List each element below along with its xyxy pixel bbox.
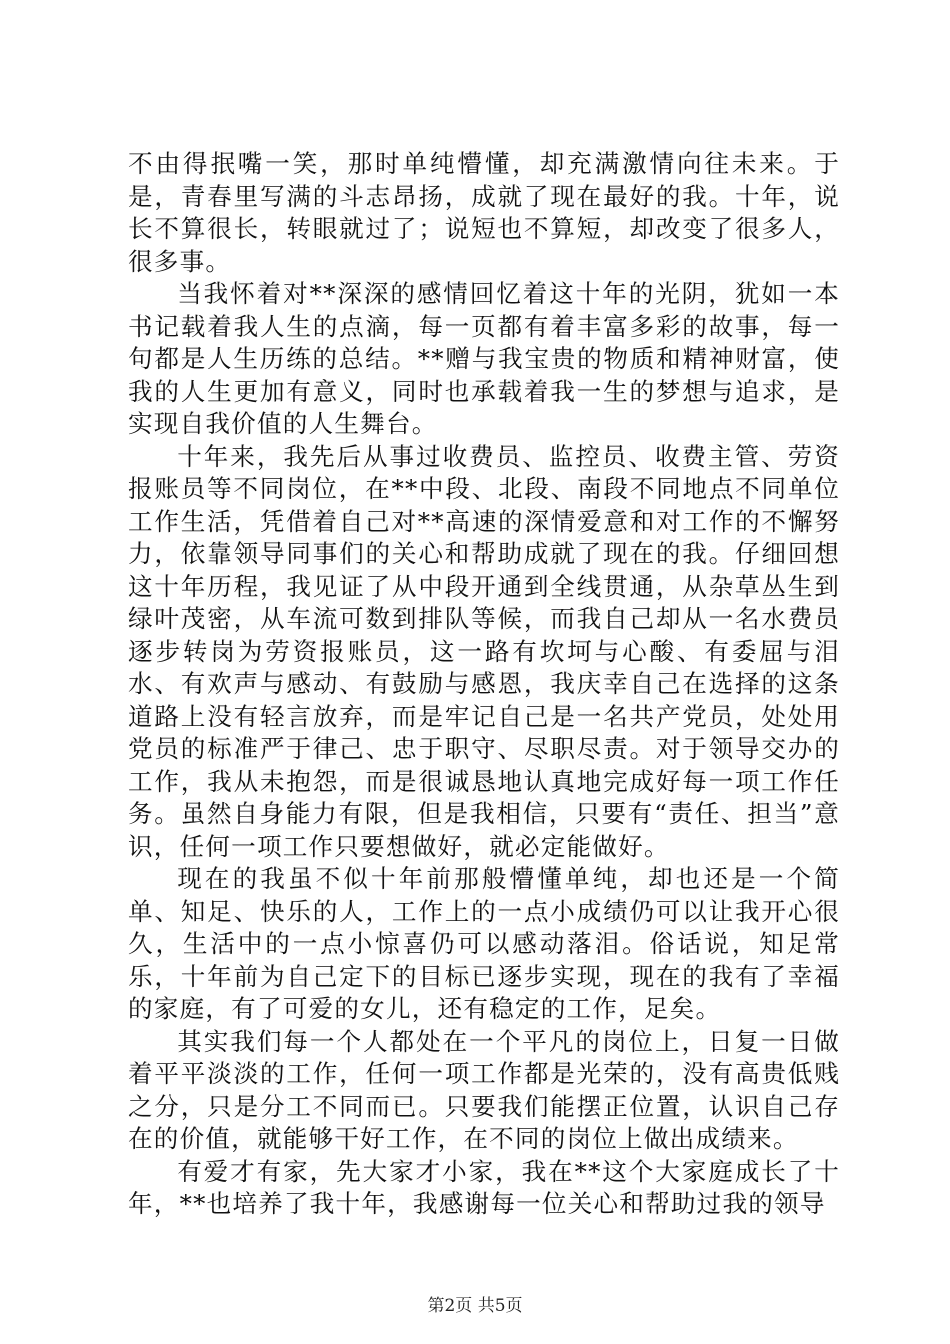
page-number-footer: 第2页 共5页 xyxy=(427,1296,523,1316)
paragraph-4: 现在的我虽不似十年前那般懵懂单纯，却也还是一个简单、知足、快乐的人，工作上的一点小成绩仍可以让我开心很久，生活中的一点小惊喜仍可以感动落泪。俗话说，知足常乐，十年前为自己定下的目标已逐步实现，现在的我有了幸福的家庭，有了可爱的女儿，还有稳定的工作，足矣。 xyxy=(128,864,840,1023)
paragraph-3: 十年来，我先后从事过收费员、监控员、收费主管、劳资报账员等不同岗位，在**中段、北段、南段不同地点不同单位工作生活，凭借着自己对**高速的深情爱意和对工作的不懈努力，依靠领导同事们的关心和帮助成就了现在的我。仔细回想这十年历程，我见证了从中段开通到全线贯通，从杂草丛生到绿叶茂密，从车流可数到排队等候，而我自己却从一名水费员逐步转岗为劳资报账员，这一路有坎坷与心酸、有委屈与泪水、有欢声与感动、有鼓励与感恩，我庆幸自己在选择的这条道路上没有轻言放弃，而是牢记自己是一名共产党员，处处用党员的标准严于律己、忠于职守、尽职尽责。对于领导交办的工作，我从未抱怨，而是很诚恳地认真地完成好每一项工作任务。虽然自身能力有限，但是我相信，只要有“责任、担当”意识，任何一项工作只要想做好，就必定能做好。 xyxy=(128,441,840,861)
paragraph-2: 当我怀着对**深深的感情回忆着这十年的光阴，犹如一本书记载着我人生的点滴，每一页都有着丰富多彩的故事，每一句都是人生历练的总结。**赠与我宝贵的物质和精神财富，使我的人生更加有意义，同时也承载着我一生的梦想与追求，是实现自我价值的人生舞台。 xyxy=(128,279,840,438)
paragraph-6: 有爱才有家，先大家才小家，我在**这个大家庭成长了十年，**也培养了我十年，我感谢每一位关心和帮助过我的领导 xyxy=(128,1156,840,1218)
document-body xyxy=(128,148,840,1221)
paragraph-5: 其实我们每一个人都处在一个平凡的岗位上，日复一日做着平平淡淡的工作，任何一项工作都是光荣的，没有高贵低贱之分，只是分工不同而已。只要我们能摆正位置，认识自己存在的价值，就能够干好工作，在不同的岗位上做出成绩来。 xyxy=(128,1026,840,1153)
paragraph-1: 不由得抿嘴一笑，那时单纯懵懂，却充满激情向往未来。于是，青春里写满的斗志昂扬，成就了现在最好的我。十年，说长不算很长，转眼就过了；说短也不算短，却改变了很多人，很多事。 xyxy=(128,149,840,276)
